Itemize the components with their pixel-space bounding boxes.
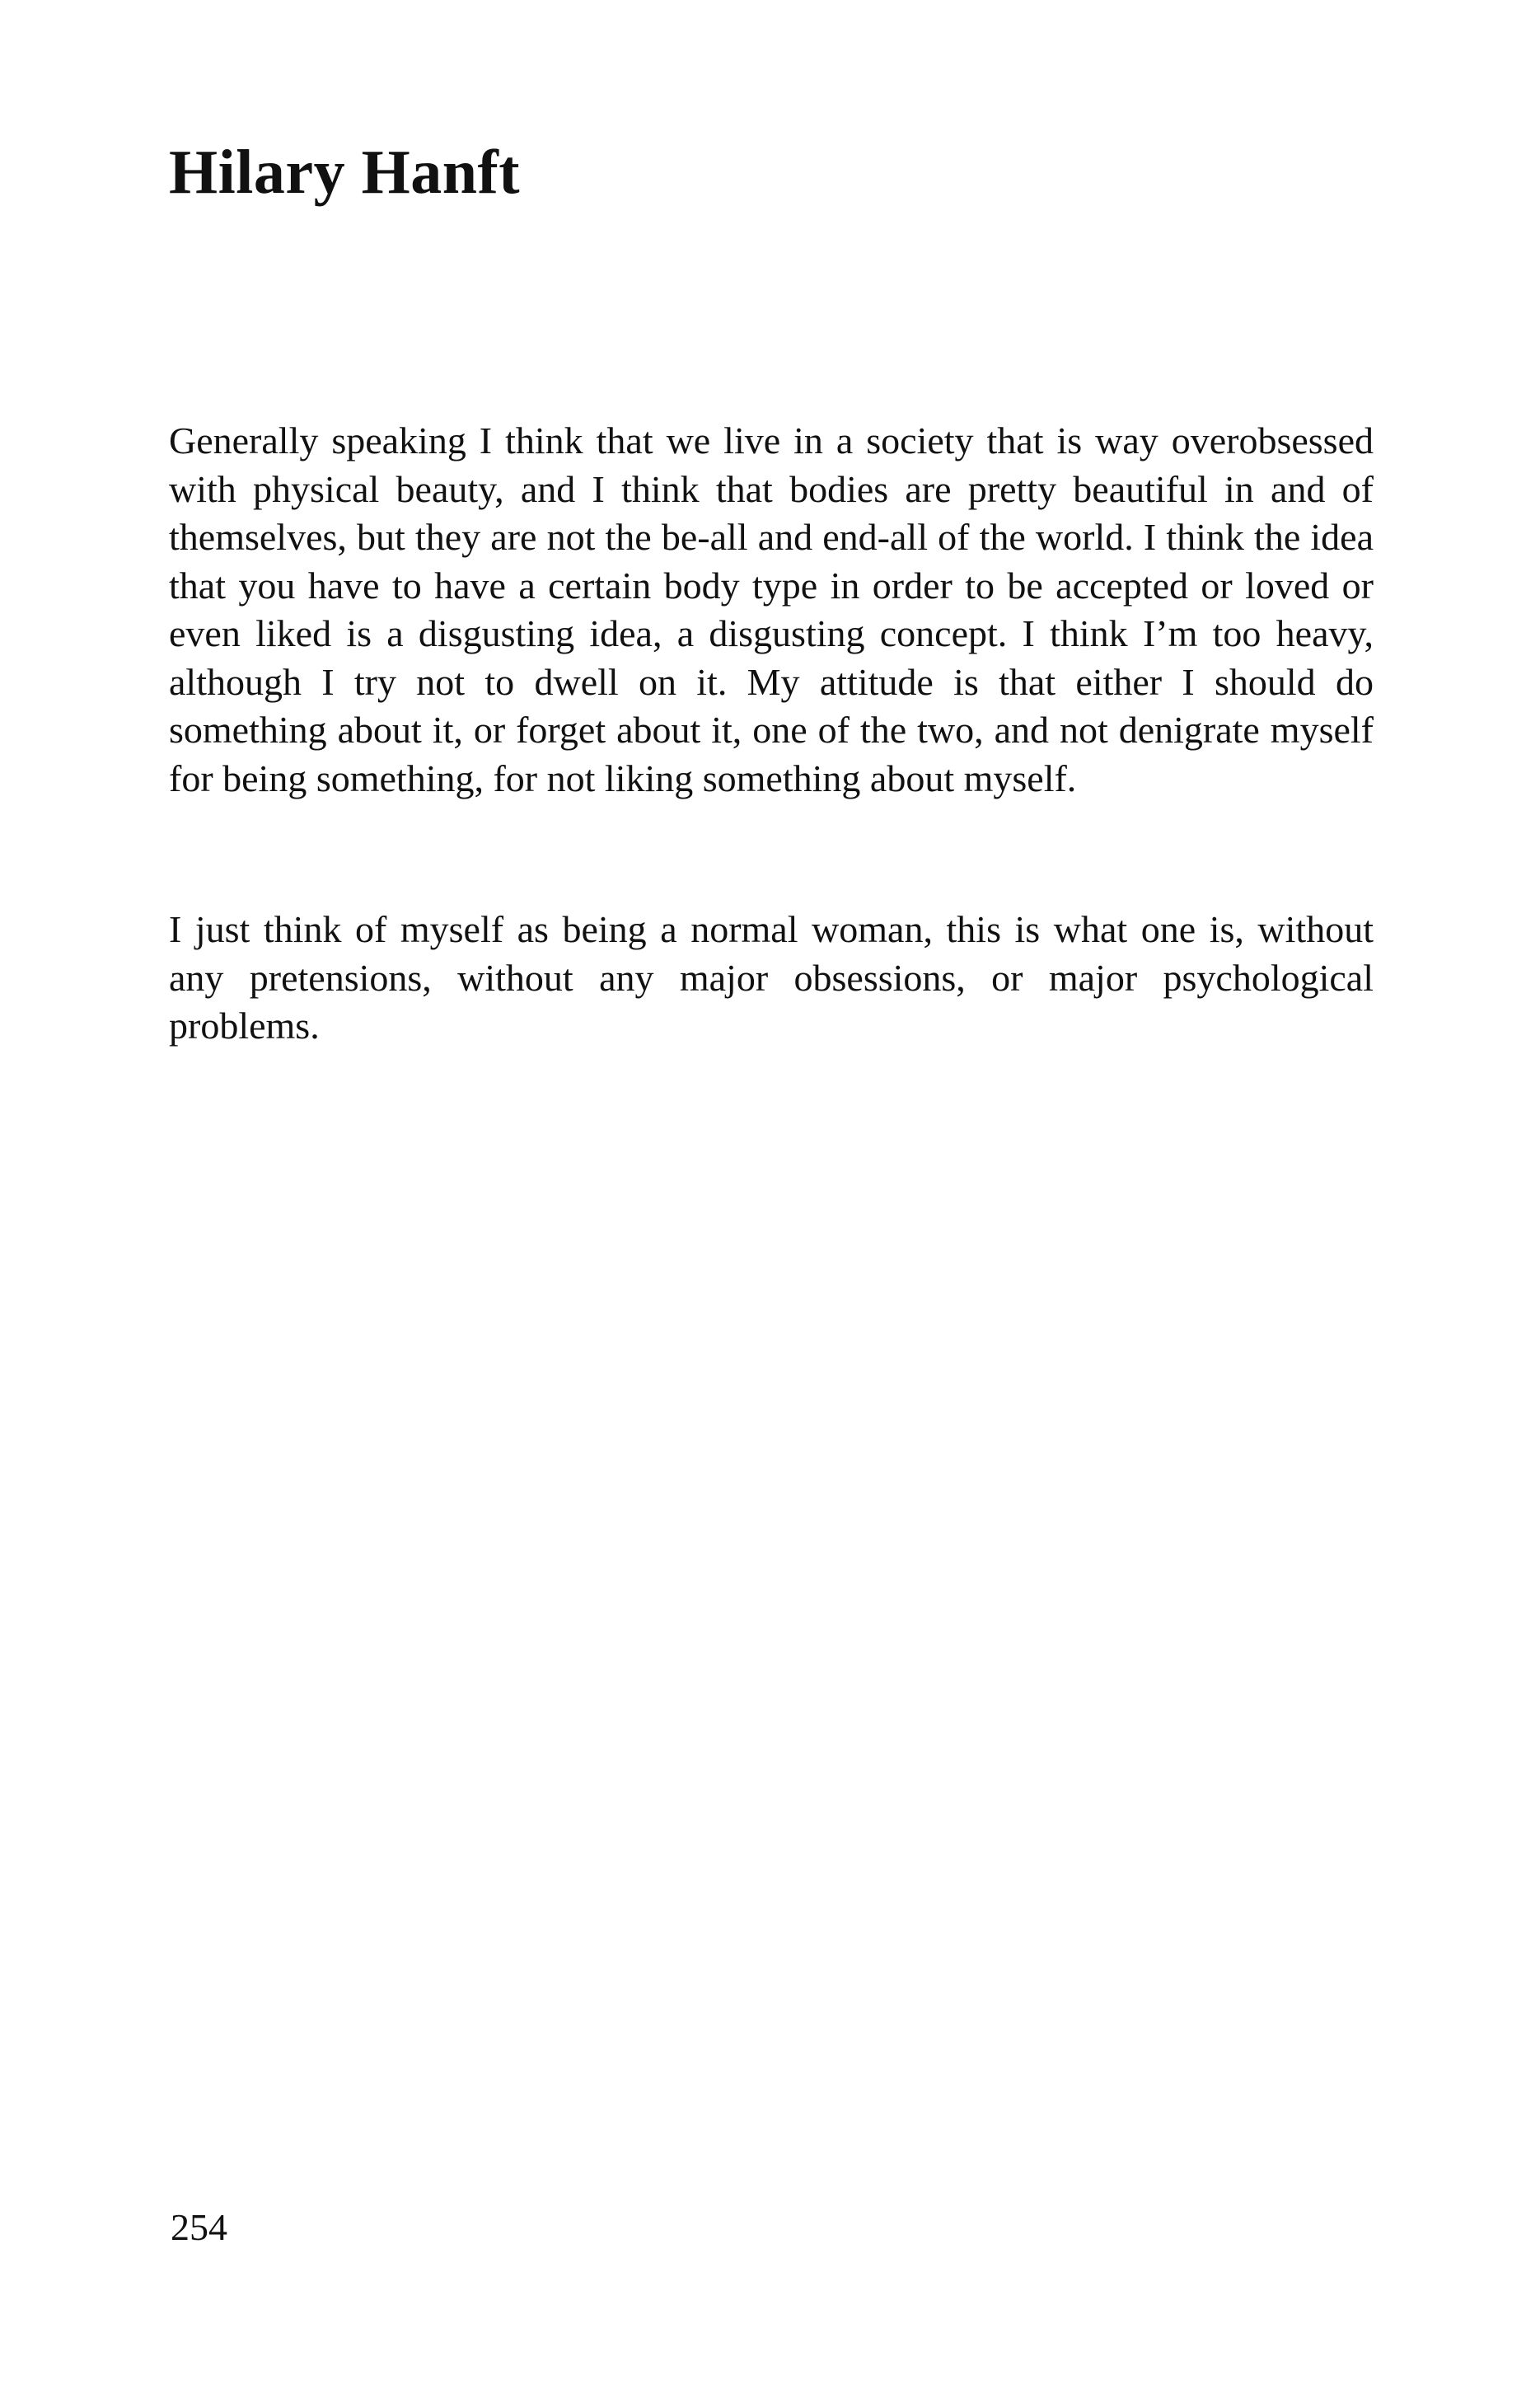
page-number: 254 xyxy=(171,2206,227,2248)
body-paragraph: I just think of myself as being a normal woman, this is what one is, without any pretensions, without any major obsessions, or major psychological problems. xyxy=(169,908,1374,1047)
section-heading: Hilary Hanft xyxy=(169,138,521,207)
body-paragraph: Generally speaking I think that we live in a society that is way overobsessed with physical beauty, and I think that bodies are pretty beautiful in and of themselves, but they are not the be-all and end-all of the world. I think the idea that you have to have a certain body type in order to be accepted or loved or even liked is a disgusting idea, a disgusting concept. I think I’m too heavy, although I try not to dwell on it. My attitude is that either I should do something about it, or forget about it, one of the two, and not denigrate myself for being something, for not liking something about myself. xyxy=(169,419,1374,799)
